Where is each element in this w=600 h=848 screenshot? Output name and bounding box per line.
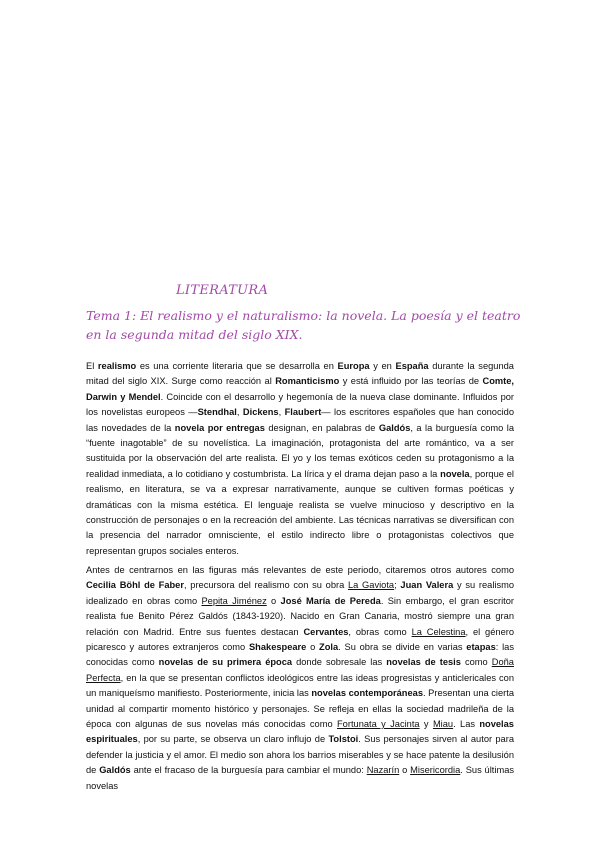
work-title: La Celestina [411,626,466,637]
work-title: Pepita Jiménez [201,595,267,606]
bold-term: Dickens [242,407,279,418]
text-run: : las conocidas como [86,642,514,668]
text-run: o [399,765,411,776]
text-run: . Las [453,719,480,730]
text-run: , obras como [348,626,412,637]
text-run: como [460,657,492,668]
paragraph-authors [86,563,514,794]
text-run: , [278,407,285,418]
text-run: y está influido por las teorías de [339,376,483,387]
text-run: . Sin embargo, el gran escritor realista fue Benito Pérez Galdós (1843-1920). Nacido en Gran Canaria, mostró siempre una gran relación con Madrid. Entre sus fuentes destacan [86,595,515,637]
bold-term: Romanticismo [275,376,340,387]
bold-term: Shakespeare [248,642,307,653]
paragraph-realism-intro [86,359,514,559]
bold-term: Galdós [99,765,131,776]
section-heading: LITERATURA [176,283,269,298]
text-run: — los escritores españoles que han conocido las novedades de la [86,407,515,433]
text-run: y su realismo idealizado en obras como [86,580,515,606]
text-run: , a la burguesía como la “fuente inagotable” de su novelística. La imaginación, protagonista del arte romántico, va a ser sustituida por la observación del arte realista. El yo y los temas exóticos ceden su protagonismo a la realidad inmediata, a lo cotidiano y costumbrista. La lírica y el drama dejan paso a la [86,422,514,479]
text-run: . Su obra se divide en varias [338,642,467,653]
text-run: . Coincide con el desarrollo y hegemonía de la nueva clase dominante. Influidos por los novelistas europeos — [86,391,515,418]
work-title: Misericordia [410,765,461,776]
text-run: ; [394,580,401,591]
text-run: es una corriente literaria que se desarrolla en [136,361,338,371]
work-title: La Gaviota [348,580,395,591]
text-run: o [266,595,281,606]
bold-term: novelas contemporáneas [311,688,423,699]
bold-term: Flaubert [284,407,322,418]
text-run: y [419,719,433,730]
bold-term: Zola [319,642,339,653]
text-run: El [86,361,98,371]
work-title: Fortunata y Jacinta [337,719,420,730]
bold-term: etapas [466,642,496,653]
text-run: , porque el realismo, en literatura, se va a expresar narrativamente, aunque se cultiven formas poéticas y dramáticas con la misma estética. El lenguaje realista se vuelve minucioso y descriptivo en la construcción de personajes o en la recreación del ambiente. Las técnicas narrativas se diversifican con la presencia del narrador omnisciente, el estilo indirecto libre o protagonistas colectivos que representan grupos sociales enteros. [86,468,514,556]
bold-term: José María de Pereda [280,595,381,606]
text-run: o [306,642,320,653]
text-run: designan, en palabras de [264,422,379,433]
work-title: Doña Perfecta [86,657,514,683]
bold-term: Comte, Darwin y Mendel [86,376,514,402]
bold-term: novelas de su primera época [158,657,293,668]
bold-term: novela [440,468,470,479]
topic-title: Tema 1: El realismo y el naturalismo: la novela. La poesía y el teatro en la segunda mitad del siglo XIX. [86,308,521,342]
bold-term: Galdós [378,422,411,433]
work-title: Miau [432,719,454,730]
text-run: . Sus personajes sirven al autor para defender la justicia y el amor. El medio son ahora los barrios miserables y se hace patente la desilusión de [86,734,514,776]
bold-term: Stendhal [197,407,237,418]
bold-term: Tolstoi [328,734,359,745]
text-run: ante el fracaso de la burguesía para cambiar el mundo: [130,765,367,776]
text-run: Antes de centrarnos en las figuras más relevantes de este periodo, citaremos otros autores como [86,565,514,575]
text-run: . Sus últimas novelas [86,765,515,791]
bold-term: Cecilia Böhl de Faber [86,580,184,591]
text-run: , por su parte, se observa un claro influjo de [137,734,329,745]
work-title: Nazarín [366,765,400,776]
bold-term: España [395,361,429,371]
text-run: , en la que se presentan conflictos ideológicos entre las ideas progresistas y anticlericales con un maniqueísmo manifiesto. Posteriormente, inicia las [86,672,514,699]
bold-term: Juan Valera [400,580,454,591]
bold-term: novela por entregas [174,422,265,433]
bold-term: realismo [97,361,137,371]
bold-term: novelas de tesis [386,657,461,668]
text-run: . Presentan una cierta unidad al compartir momento histórico y personajes. Se refleja en ellas la sociedad madrileña de la época con algunas de sus novelas más conocidas como [86,688,514,730]
text-run: durante la segunda mitad del siglo XIX. Surge como reacción al [86,361,514,387]
text-run: , [236,407,243,418]
text-run: donde sobresale las [292,657,387,668]
text-run: , el género picaresco y autores extranjeros como [86,626,515,653]
bold-term: Cervantes [303,626,349,637]
text-run: y en [369,361,396,371]
bold-term: novelas espirituales [86,719,514,745]
bold-term: Europa [337,361,370,371]
text-run: , precursora del realismo con su obra [183,580,348,591]
